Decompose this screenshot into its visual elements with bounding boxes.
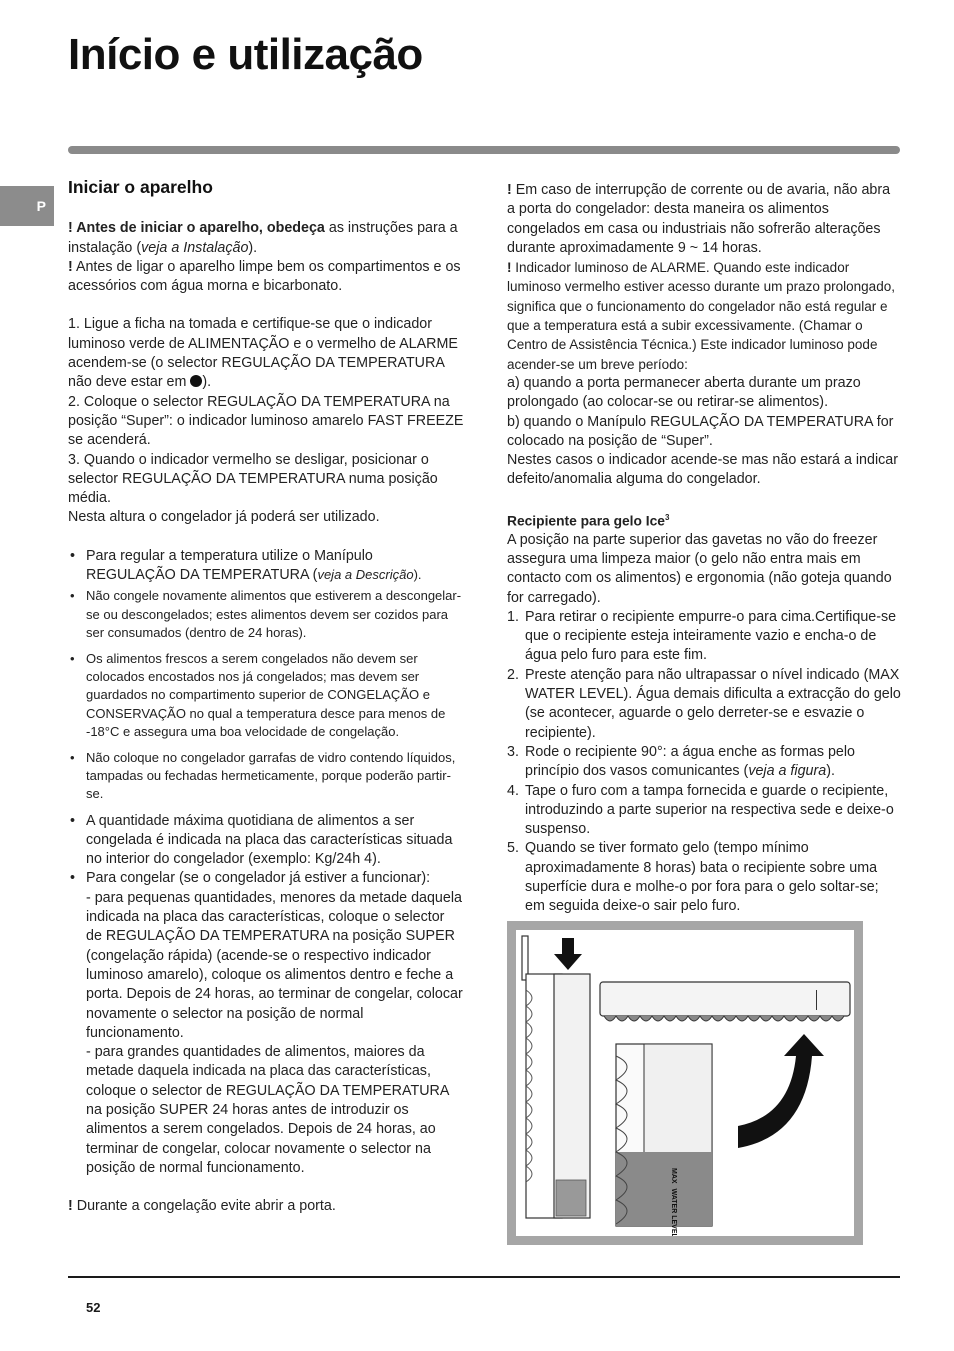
freezing-small-quantities: - para pequenas quantidades, menores da metade daquela indicada na placa das características, coloque o selector de REGULAÇÃO DA TEMPERATURA na posição SUPER (congelação rápida) (acende-se o respectivo indicador luminoso amarelo), coloque os alimentos dentro e feche a porta. Depois de 24 horas, ao terminar de congelar, colocar novamente o selector na posição de normal funcionamento. <box>86 889 463 1041</box>
intro-warning-lead: ! Antes de iniciar o aparelho, obedeça <box>68 220 325 237</box>
bullet-temperature: • Para regular a temperatura utilize o Manípulo REGULAÇÃO DA TEMPERATURA (veja a Descrição). <box>68 547 464 586</box>
off-position-dot-icon <box>190 375 202 387</box>
max-water-level-label: MAX WATER LEVEL <box>670 1168 677 1236</box>
ice-tray-figure <box>507 921 863 1245</box>
alarm-case-b: b) quando o Manípulo REGULAÇÃO DA TEMPERATURA for colocado na posição de “Super”. <box>507 413 894 449</box>
page-title: Início e utilização <box>68 30 423 79</box>
intro-text-1a: as instruções para a instalação ( <box>68 220 458 256</box>
ice-tray-heading: Recipiente para gelo Ice$^3$ <box>507 512 670 529</box>
rotated-tray-water <box>616 1152 712 1226</box>
water-fill <box>556 1180 586 1216</box>
startup-note: Nesta altura o congelador já poderá ser utilizado. <box>68 509 380 526</box>
ice-step: 2. Preste atenção para não ultrapassar o nível indicado (MAX WATER LEVEL). Água demais dificulta a extracção do gelo (se acontecer, aguarde o gelo derreter-se e esvazie o recipiente). <box>507 666 901 741</box>
freezing-large-quantities: - para grandes quantidades de alimentos, maiores da metade daquela indicada na placa das características, coloque o selector de REGULAÇÃO DA TEMPERATURA na posição SUPER 24 horas antes de introduzir os alimentos a serem congelados. Depois de 24 horas, ao terminar de congelar, colocar novamente o selector na posição de normal funcionamento. <box>86 1044 449 1176</box>
left-column <box>68 178 464 1217</box>
startup-step-1-text: 1. Ligue a ficha na tomada e certifique-se que o indicador luminoso verde de ALIMENTAÇÃO e o vermelho de ALARME acendem-se (o selector REGULAÇÃO DA TEMPERATURA não deve estar em <box>68 316 458 391</box>
horizontal-tray <box>600 982 850 1016</box>
alarm-indicator-warning: ! Indicador luminoso de ALARME. Quando este indicador luminoso vermelho estiver acesso durante um prazo prolongado, significa que o funcionamento do congelador não está regular e que a temperatura está a subir excessivamente. (Chamar o Centro de Assistência Técnica.) Este indicador luminoso pode acender-se um breve período: <box>507 260 895 372</box>
footer-rule <box>68 1276 900 1278</box>
language-tab: P <box>0 186 54 226</box>
usage-bullets <box>68 547 464 1178</box>
ice-step: 4. Tape o furo com a tampa fornecida e guarde o recipiente, introduzindo a parte superior na respectiva sede e deixe-o suspenso. <box>507 782 894 838</box>
startup-step-1 <box>68 315 464 392</box>
ice-tray-intro: A posição na parte superior das gavetas no vão do freezer assegura uma limpeza maior (o gelo não entra mais em contacto com os alimentos) e ergonomia (não goteja quando for carregado). <box>507 531 892 606</box>
section-heading: Iniciar o aparelho <box>68 177 213 197</box>
bullet-max-quantity: • A quantidade máxima quotidiana de alimentos a ser congelada é indicada na placa das características situada no interior do congelador (exemplo: Kg/24h 4). <box>68 812 464 870</box>
intro-paragraph-2 <box>68 258 464 297</box>
ice-step: 5. Quando se tiver formato gelo (tempo mínimo aproximadamente 8 horas) bata o recipiente sobre uma superfície dura e molhe-o por fora para o gelo soltar-se; em seguida deixe-o sair pelo furo. <box>507 840 879 915</box>
bullet-fresh-food: • Os alimentos frescos a serem congelados não devem ser colocados encostados nos já congelados; mas devem ser guardados no compartimento superior de CONGELAÇÃO e CONSERVAÇÃO no qual a temperatura desce para menos de -18°C e assegura uma boa velocidade de congelação. <box>68 650 464 741</box>
alarm-cases-note: Nestes casos o indicador acende-se mas não estará a indicar defeito/anomalia alguma do congelador. <box>507 452 898 488</box>
warning-mark: ! <box>507 260 512 276</box>
warning-mark: ! <box>68 1198 73 1215</box>
intro-text-2: Antes de ligar o aparelho limpe bem os compartimentos e os acessórios com água morna e bicarbonato. <box>68 258 461 295</box>
figure-ref: veja a figura <box>748 763 827 780</box>
closing-warning: ! Durante a congelação evite abrir a porta. <box>68 1198 336 1215</box>
power-failure-warning: ! Em caso de interrupção de corrente ou de avaria, não abra a porta do congelador: desta maneira os alimentos congelados em casa ou industriais não sofrerão alterações durante aproximadamente 9 ~ 14 horas. <box>507 182 891 256</box>
startup-step-3: 3. Quando o indicador vermelho se desligar, posicionar o selector REGULAÇÃO DA TEMPERATURA numa posição média. <box>68 451 438 507</box>
warning-mark: ! <box>68 258 73 275</box>
intro-paragraph-1 <box>68 219 464 258</box>
description-ref: veja a Descrição <box>317 567 414 583</box>
bullet-glass-bottles: • Não coloque no congelador garrafas de vidro contendo líquidos, tampadas ou fechadas hermeticamente, porque poderão partir-se. <box>68 749 464 804</box>
header-rule <box>68 146 900 154</box>
intro-text-1b: ). <box>248 239 258 256</box>
alarm-case-a: a) quando a porta permanecer aberta durante um prazo prolongado (ao colocar-se ou retirar-se alimentos). <box>507 374 861 411</box>
ice-tray-steps <box>507 608 901 917</box>
startup-step-2: 2. Coloque o selector REGULAÇÃO DA TEMPERATURA na posição “Super”: o indicador luminoso amarelo FAST FREEZE se acenderá. <box>68 393 464 449</box>
rotate-arrow-icon <box>738 1034 824 1148</box>
installation-ref: veja a Instalação <box>141 239 249 256</box>
ice-step: 1. Para retirar o recipiente empurre-o para cima.Certifique-se que o recipiente esteja inteiramente vazio e encha-o de água pelo furo para este fim. <box>507 608 897 664</box>
ice-tray-illustration <box>516 930 854 1236</box>
page-number: 52 <box>86 1300 101 1315</box>
horizontal-tray-molds <box>604 1016 844 1021</box>
down-arrow-icon <box>554 938 582 970</box>
right-column <box>507 181 901 917</box>
startup-step-1-end: ). <box>202 374 212 391</box>
warning-mark: ! <box>507 182 512 198</box>
bullet-freezing: • Para congelar (se o congelador já estiver a funcionar): - para pequenas quantidades, menores da metade daquela indicada na placa das características, coloque o selector de REGULAÇÃO DA TEMPERATURA na posição SUPER (congelação rápida) (acende-se o respectivo indicador luminoso amarelo), coloque os alimentos dentro e feche a porta. Depois de 24 horas, ao terminar de congelar, colocar novamente o selector na posição de normal funcionamento. - para grandes quantidades de alimentos, maiores da metade daquela indicada na placa das características, coloque o selector de REGULAÇÃO DA TEMPERATURA na posição SUPER 24 horas antes de introduzir os alimentos a serem congelados. Depois de 24 horas, ao terminar de congelar, colocar novamente o selector na posição de normal funcionamento. <box>68 869 464 1178</box>
ice-step: 3. Rode o recipiente 90°: a água enche as formas pelo princípio dos vasos comunicantes (veja a figura). <box>507 743 855 780</box>
bullet-no-refreeze: • Não congele novamente alimentos que estiverem a descongelar-se ou descongelados; estes alimentos devem ser cozidos para ser consumados (dentro de 24 horas). <box>68 587 464 642</box>
